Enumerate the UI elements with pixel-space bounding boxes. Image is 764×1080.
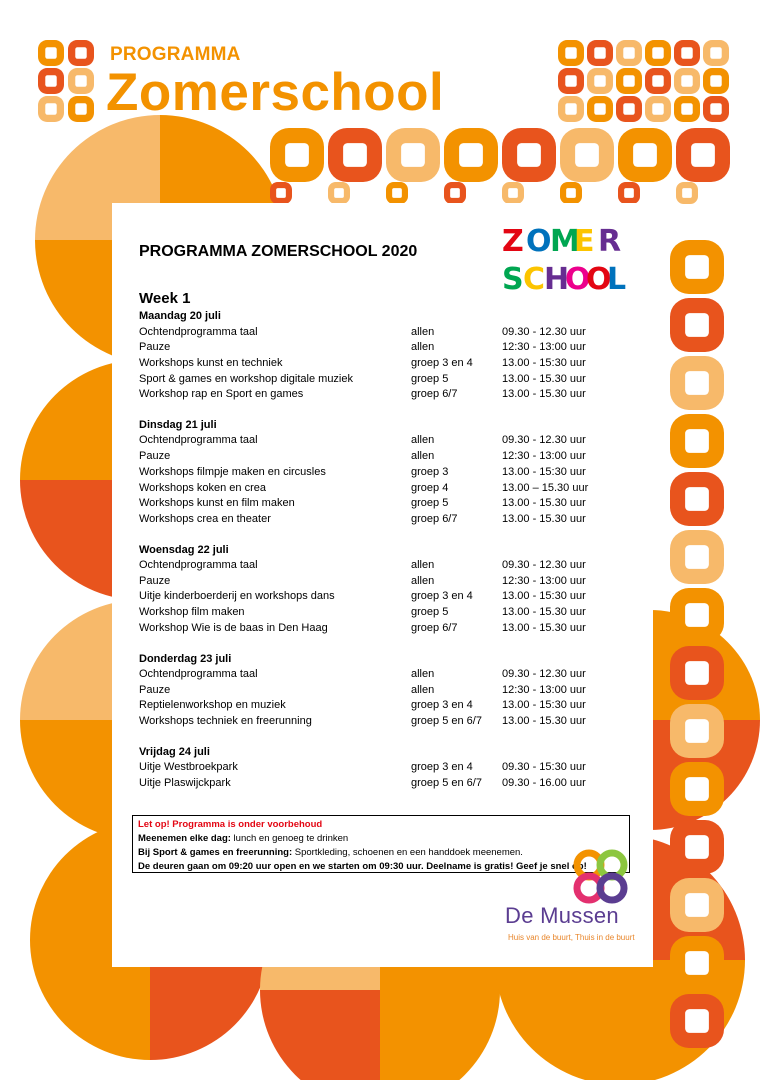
logo-letter: M — [550, 224, 580, 259]
schedule-row — [139, 433, 639, 449]
day-block — [139, 543, 639, 637]
notice-box — [132, 815, 630, 873]
schedule-row — [139, 340, 639, 356]
time-cell: 13.00 - 15:30 uur — [502, 465, 586, 478]
time-cell: 13.00 - 15.30 uur — [502, 512, 586, 525]
activity-cell: Workshop Wie is de baas in Den Haag — [139, 621, 328, 634]
decorative-shape — [685, 1009, 709, 1033]
schedule-row — [139, 558, 639, 574]
activity-cell: Pauze — [139, 341, 171, 354]
activity-cell: Uitje Westbroekpark — [139, 761, 238, 774]
logo-letter: O — [526, 224, 552, 259]
header-title: Zomerschool — [106, 63, 445, 122]
time-cell: 09.30 - 12.30 uur — [502, 325, 586, 338]
day-block — [139, 745, 639, 792]
decorative-shape — [685, 951, 709, 975]
group-cell: groep 4 — [411, 481, 449, 494]
decorative-shape — [682, 188, 692, 198]
decorative-shape — [508, 188, 518, 198]
group-cell: groep 6/7 — [411, 621, 458, 634]
decorative-shape — [45, 47, 56, 58]
time-cell: 09.30 - 12.30 uur — [502, 559, 586, 572]
notice-line-doors: De deuren gaan om 09:20 uur open en we starten om 09:30 uur. Deelname is gratis! Geef je snel op! — [138, 861, 587, 872]
decorative-shape — [681, 47, 692, 58]
group-cell: groep 3 en 4 — [411, 590, 473, 603]
decorative-shape — [594, 75, 605, 86]
document-title: PROGRAMMA ZOMERSCHOOL 2020 — [139, 243, 418, 260]
decorative-shape — [652, 75, 663, 86]
decorative-shape — [517, 143, 541, 167]
program-card — [112, 203, 653, 967]
decorative-shape — [685, 545, 709, 569]
activity-cell: Workshops filmpje maken en circusles — [139, 465, 326, 478]
decorative-shape — [685, 661, 709, 685]
group-cell: allen — [411, 450, 435, 463]
decorative-shape — [681, 103, 692, 114]
decorative-shape — [565, 75, 576, 86]
schedule-row — [139, 372, 639, 388]
header-subtitle: PROGRAMMA — [110, 44, 241, 65]
decorative-shape — [685, 603, 709, 627]
day-title: Vrijdag 24 juli — [139, 745, 210, 758]
decorative-shape — [624, 188, 634, 198]
decorative-shape — [401, 143, 425, 167]
schedule-row — [139, 465, 639, 481]
schedule-row — [139, 387, 639, 403]
decorative-shape — [710, 47, 721, 58]
schedule-row — [139, 760, 639, 776]
decorative-shape — [652, 47, 663, 58]
decorative-shape — [594, 103, 605, 114]
decorative-shape — [75, 75, 86, 86]
activity-cell: Workshops techniek en freerunning — [139, 715, 312, 728]
schedule-row — [139, 356, 639, 372]
time-cell: 13.00 – 15.30 uur — [502, 481, 589, 494]
activity-cell: Ochtendprogramma taal — [139, 668, 258, 680]
decorative-shape — [710, 75, 721, 86]
decorative-shape — [285, 143, 309, 167]
group-cell: allen — [411, 574, 435, 587]
decorative-shape — [623, 103, 634, 114]
decorative-shape — [710, 103, 721, 114]
notice-sport-label: Bij Sport & games en freerunning: — [138, 847, 293, 858]
notice-line-sport — [138, 846, 629, 860]
day-title: Woensdag 22 juli — [139, 543, 229, 556]
decorative-shape — [380, 990, 500, 1080]
activity-cell: Ochtendprogramma taal — [139, 325, 258, 338]
time-cell: 13.00 - 15:30 uur — [502, 699, 586, 712]
group-cell: groep 3 — [411, 465, 449, 478]
group-cell: groep 6/7 — [411, 388, 458, 401]
time-cell: 12:30 - 13:00 uur — [502, 683, 586, 696]
decorative-shape — [343, 143, 367, 167]
day-block — [139, 309, 639, 403]
logo-letter: L — [607, 262, 627, 295]
group-cell: allen — [411, 668, 435, 680]
logo-letter: Z — [502, 224, 524, 259]
activity-cell: Workshops koken en crea — [139, 481, 266, 494]
time-cell: 09.30 - 15:30 uur — [502, 761, 586, 774]
group-cell: allen — [411, 683, 435, 696]
group-cell: groep 3 en 4 — [411, 699, 473, 712]
decorative-shape — [565, 103, 576, 114]
decorative-shape — [75, 47, 86, 58]
day-title: Maandag 20 juli — [139, 310, 221, 322]
schedule-row — [139, 512, 639, 528]
schedule-row — [139, 683, 639, 699]
group-cell: allen — [411, 559, 435, 572]
time-cell: 13.00 - 15.30 uur — [502, 497, 586, 510]
activity-cell: Ochtendprogramma taal — [139, 559, 258, 572]
time-cell: 13.00 - 15.30 uur — [502, 606, 586, 619]
organisation-tagline: Huis van de buurt, Thuis in de buurt — [508, 933, 635, 942]
schedule-row — [139, 481, 639, 497]
decorative-shape — [75, 103, 86, 114]
time-cell: 12:30 - 13:00 uur — [502, 574, 586, 587]
decorative-shape — [685, 719, 709, 743]
activity-cell: Pauze — [139, 683, 171, 696]
activity-cell: Sport & games en workshop digitale muziek — [139, 372, 353, 385]
day-title: Dinsdag 21 juli — [139, 418, 217, 431]
decorative-shape — [334, 188, 344, 198]
time-cell: 09.30 - 12.30 uur — [502, 434, 586, 447]
time-cell: 13.00 - 15.30 uur — [502, 621, 586, 634]
logo-letter: O — [586, 262, 612, 295]
group-cell: groep 3 en 4 — [411, 356, 473, 369]
decorative-shape — [685, 313, 709, 337]
de-mussen-logo-icon — [572, 848, 632, 908]
group-cell: groep 5 en 6/7 — [411, 776, 482, 789]
decorative-shape — [45, 103, 56, 114]
day-block — [139, 652, 639, 730]
decorative-shape — [685, 371, 709, 395]
activity-cell: Uitje kinderboerderij en workshops dans — [139, 590, 335, 603]
activity-cell: Pauze — [139, 574, 171, 587]
schedule-row — [139, 667, 639, 683]
notice-line-bring — [138, 832, 629, 846]
schedule-row — [139, 621, 639, 637]
group-cell: groep 3 en 4 — [411, 761, 473, 774]
time-cell: 12:30 - 13:00 uur — [502, 450, 586, 463]
schedule-row — [139, 449, 639, 465]
decorative-shape — [685, 893, 709, 917]
zomerschool-logo — [500, 219, 628, 295]
schedule-row — [139, 589, 639, 605]
decorative-shape — [392, 188, 402, 198]
group-cell: groep 5 — [411, 497, 449, 510]
decorative-shape — [685, 429, 709, 453]
time-cell: 09.30 - 12.30 uur — [502, 668, 586, 680]
decorative-shape — [45, 75, 56, 86]
time-cell: 13.00 - 15.30 uur — [502, 388, 586, 401]
logo-letter: H — [544, 262, 570, 295]
time-cell: 09.30 - 16.00 uur — [502, 776, 586, 789]
decorative-shape — [459, 143, 483, 167]
notice-warning: Let op! Programma is onder voorbehoud — [138, 819, 323, 830]
logo-line-1 — [502, 224, 621, 259]
activity-cell: Workshop film maken — [139, 606, 245, 619]
day-list — [139, 309, 639, 792]
activity-cell: Pauze — [139, 450, 171, 463]
activity-cell: Ochtendprogramma taal — [139, 434, 258, 447]
decorative-shape — [566, 188, 576, 198]
activity-cell: Workshop rap en Sport en games — [139, 388, 304, 401]
activity-cell: Workshops kunst en techniek — [139, 356, 283, 369]
group-cell: allen — [411, 325, 435, 338]
activity-cell: Workshops kunst en film maken — [139, 497, 295, 510]
time-cell: 13.00 - 15.30 uur — [502, 372, 586, 385]
schedule-row — [139, 496, 639, 512]
decorative-shape — [685, 835, 709, 859]
decorative-shape — [276, 188, 286, 198]
notice-bring-text: lunch en genoeg te drinken — [230, 833, 349, 844]
decorative-shape — [565, 47, 576, 58]
decorative-shape — [623, 47, 634, 58]
decorative-shape — [685, 487, 709, 511]
day-block — [139, 418, 639, 528]
schedule-row — [139, 605, 639, 621]
schedule — [139, 289, 639, 807]
logo-letter: O — [565, 262, 591, 295]
logo-letter: E — [574, 224, 595, 259]
time-cell: 12:30 - 13:00 uur — [502, 341, 586, 354]
time-cell: 13.00 - 15:30 uur — [502, 356, 586, 369]
notice-sport-text: Sportkleding, schoenen en een handdoek meenemen. — [292, 847, 523, 858]
schedule-row — [139, 574, 639, 590]
week-title: Week 1 — [139, 290, 191, 307]
organisation-name: De Mussen — [505, 903, 619, 928]
group-cell: allen — [411, 341, 435, 354]
decorative-shape — [260, 990, 380, 1080]
decorative-shape — [495, 960, 620, 1080]
schedule-row — [139, 698, 639, 714]
group-cell: groep 5 — [411, 606, 449, 619]
decorative-shape — [685, 777, 709, 801]
decorative-shape — [450, 188, 460, 198]
group-cell: groep 6/7 — [411, 512, 458, 525]
decorative-shape — [652, 103, 663, 114]
logo-letter: R — [598, 224, 622, 259]
day-title: Donderdag 23 juli — [139, 652, 232, 665]
logo-letter: S — [502, 262, 524, 295]
activity-cell: Reptielenworkshop en muziek — [139, 699, 286, 712]
decorative-shape — [681, 75, 692, 86]
decorative-shape — [691, 143, 715, 167]
schedule-row — [139, 325, 639, 341]
decorative-shape — [623, 75, 634, 86]
group-cell: groep 5 en 6/7 — [411, 715, 482, 728]
decorative-shape — [633, 143, 657, 167]
group-cell: groep 5 — [411, 372, 449, 385]
decorative-shape — [594, 47, 605, 58]
decorative-shape — [685, 255, 709, 279]
activity-cell: Uitje Plaswijckpark — [139, 776, 231, 789]
activity-cell: Workshops crea en theater — [139, 512, 271, 525]
group-cell: allen — [411, 434, 435, 447]
notice-bring-label: Meenemen elke dag: — [138, 833, 231, 844]
schedule-row — [139, 714, 639, 730]
time-cell: 13.00 - 15:30 uur — [502, 590, 586, 603]
logo-letter: C — [523, 262, 546, 295]
time-cell: 13.00 - 15.30 uur — [502, 715, 586, 728]
decorative-shape — [575, 143, 599, 167]
schedule-row — [139, 776, 639, 792]
